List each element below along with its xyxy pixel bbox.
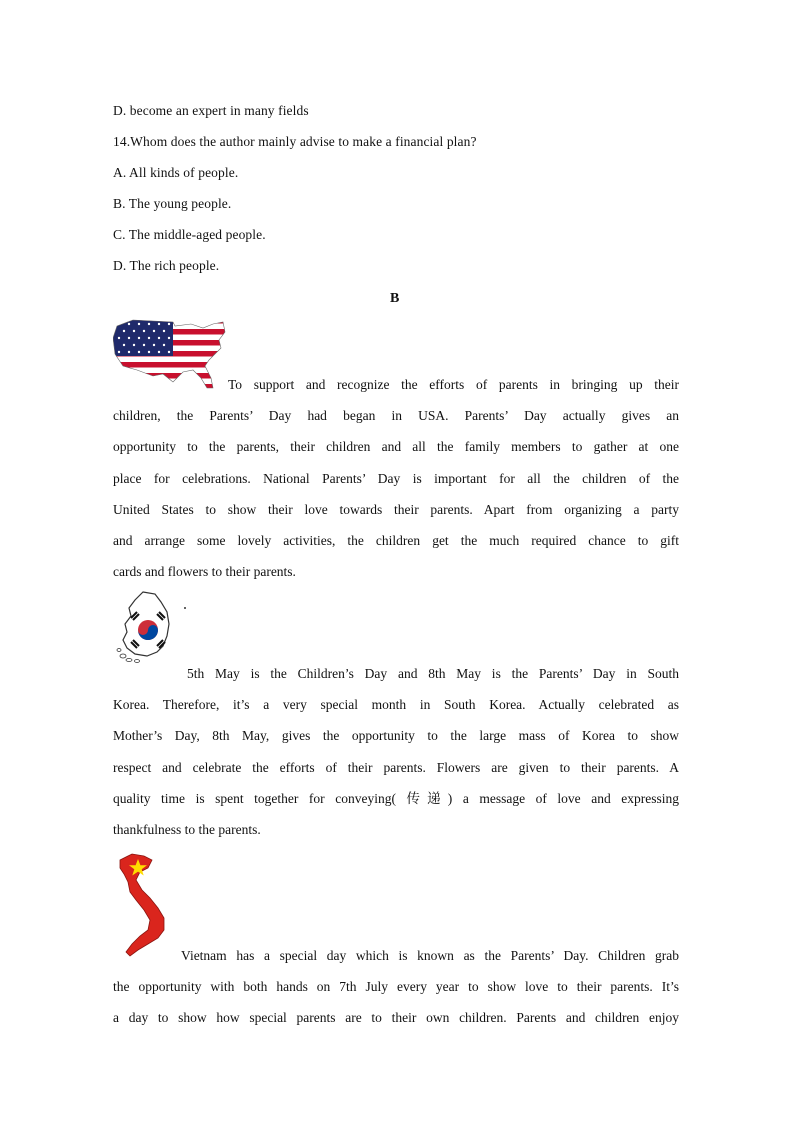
q14-option-d: D. The rich people. <box>113 258 220 273</box>
q14-option-c: C. The middle-aged people. <box>113 227 266 242</box>
korea-map-flag-icon <box>113 590 191 665</box>
passage-vietnam <box>113 940 679 1034</box>
section-title: B <box>390 291 400 306</box>
passage-korea-line: Korea. Therefore, it’s a very special month in South Korea. Actually celebrated as <box>113 697 679 713</box>
passage-usa-line: children, the Parents’ Day had began in USA. Parents’ Day actually gives an <box>113 408 679 424</box>
passage-usa-line: opportunity to the parents, their children and all the family members to gather at one <box>113 439 679 455</box>
passage-usa-line: To support and recognize the efforts of parents in bringing up their <box>228 377 679 392</box>
passage-vietnam-line: a day to show how special parents are to their own children. Parents and children enjoy <box>113 1010 679 1026</box>
passage-vietnam-line: Vietnam has a special day which is known as the Parents’ Day. Children grab <box>181 948 679 963</box>
passage-korea-line: Mother’s Day, 8th May, gives the opportunity to the large mass of Korea to show <box>113 728 679 744</box>
passage-vietnam-line: the opportunity with both hands on 7th July every year to show love to their parents. It’s <box>113 979 679 995</box>
q14-option-b: B. The young people. <box>113 196 232 211</box>
passage-korea-line: thankfulness to the parents. <box>113 822 261 838</box>
passage-usa-line: and arrange some lovely activities, the children get the much required chance to gift <box>113 533 679 549</box>
q14-stem: 14.Whom does the author mainly advise to make a financial plan? <box>113 134 477 149</box>
passage-usa-line: cards and flowers to their parents. <box>113 564 296 580</box>
passage-usa-line: place for celebrations. National Parents’ Day is important for all the children of the <box>113 470 679 486</box>
passage-korea-line: respect and celebrate the efforts of their parents. Flowers are given to their parents. A <box>113 759 679 775</box>
passage-usa <box>113 369 679 587</box>
passage-korea-line: quality time is spent together for conveying( 传递) a message of love and expressing <box>113 790 679 806</box>
passage-korea-line: 5th May is the Children’s Day and 8th May is the Parents’ Day in South <box>187 666 679 681</box>
passage-usa-line: United States to show their love towards their parents. Apart from organizing a party <box>113 501 679 517</box>
q14-option-a: A. All kinds of people. <box>113 165 239 180</box>
q13-option-d: D. become an expert in many fields <box>113 103 309 118</box>
passage-korea <box>113 658 679 845</box>
